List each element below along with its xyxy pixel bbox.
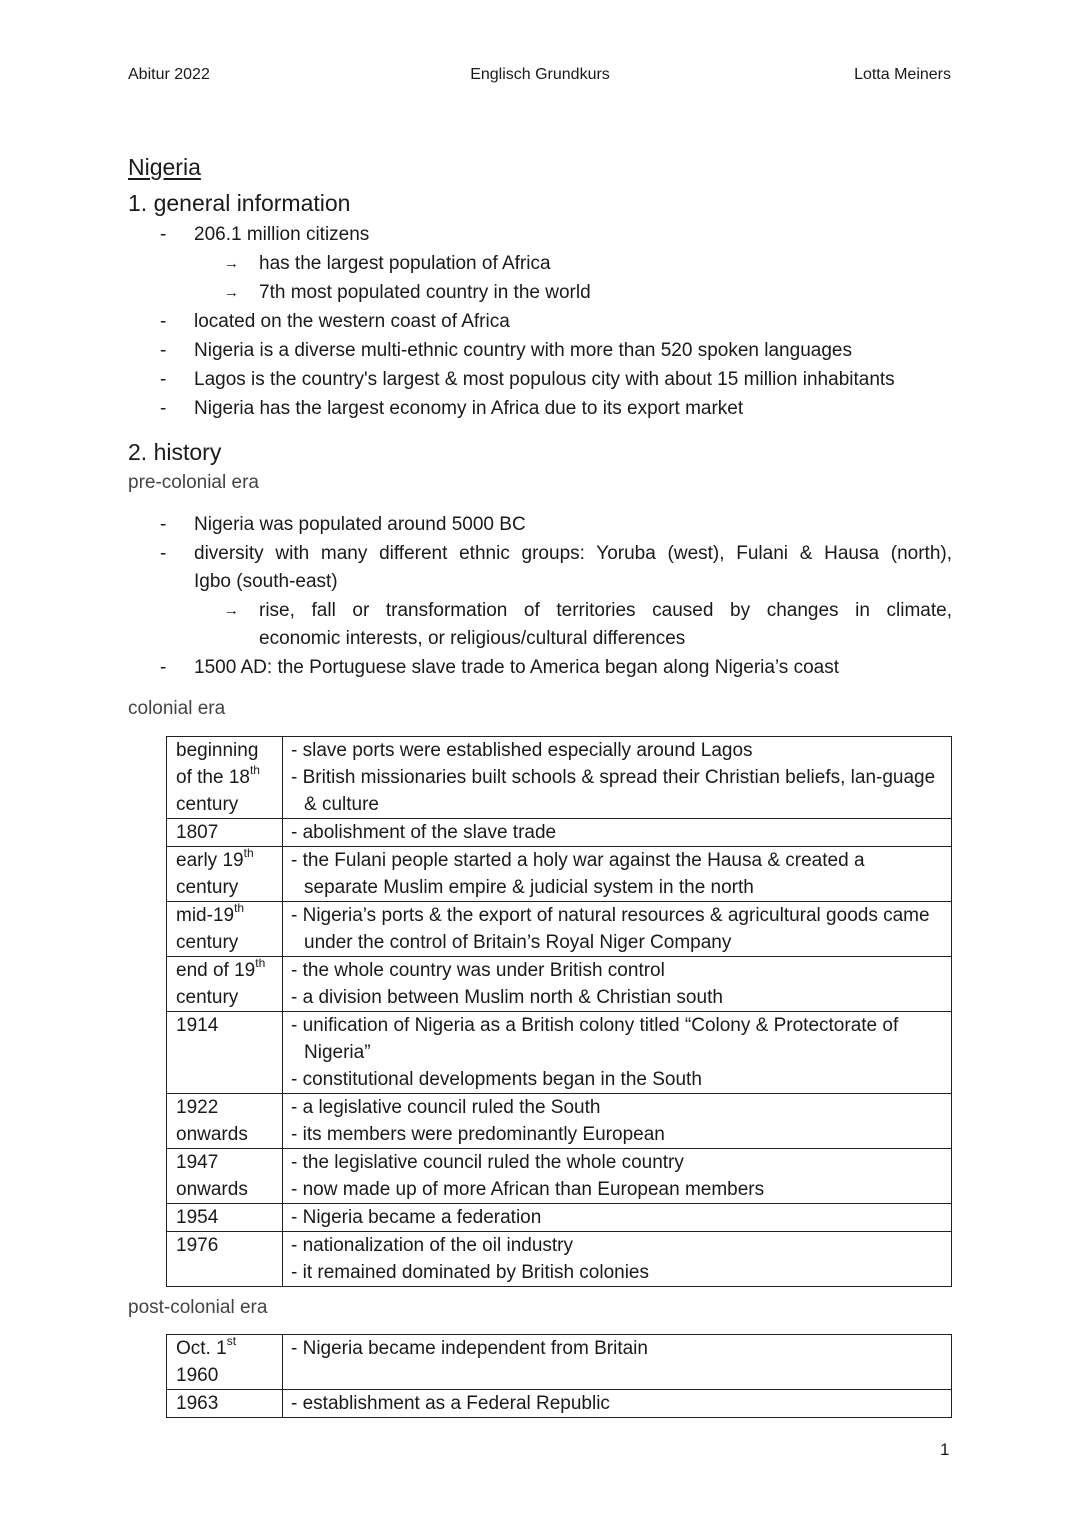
event-cell: - unification of Nigeria as a British colony titled “Colony & Protectorate of Nigeria” - constitutional developments began in the South [283,1012,952,1094]
post-colonial-timeline-table [166,1334,952,1418]
date-cell: 1807 [167,819,283,847]
bullet-text: 1500 AD: the Portuguese slave trade to America began along Nigeria’s coast [194,657,839,678]
date-cell: Oct. 1st 1960 [167,1335,283,1390]
bullet-text: located on the western coast of Africa [194,311,510,332]
bullet-dash: - [160,340,167,361]
date-cell: 1976 [167,1232,283,1287]
page-title: Nigeria [128,154,201,180]
event-cell: - the Fulani people started a holy war against the Hausa & created a separate Muslim empire & judicial system in the north [283,847,952,902]
colonial-timeline-table [166,736,952,1287]
arrow-icon: → [224,255,239,272]
date-cell: mid-19th century [167,902,283,957]
bullet-dash: - [160,398,167,419]
page-number: 1 [940,1440,950,1459]
event-cell: - establishment as a Federal Republic [283,1390,952,1418]
date-cell: 1922 onwards [167,1094,283,1149]
event-cell: - the whole country was under British control - a division between Muslim north & Christian south [283,957,952,1012]
subheading-post-colonial: post-colonial era [128,1297,268,1318]
bullet-dash: - [160,369,167,390]
table-row [167,1335,952,1390]
bullet-text: Nigeria was populated around 5000 BC [194,514,526,535]
bullet-text-cont: Igbo (south-east) [194,571,338,592]
bullet-text: diversity with many different ethnic groups: Yoruba (west), Fulani & Hausa (north), [194,543,952,564]
table-row [167,902,952,957]
table-row [167,1232,952,1287]
table-row [167,1204,952,1232]
table-row [167,847,952,902]
date-cell: beginning of the 18th century [167,737,283,819]
population-text: 206.1 million citizens [194,224,370,245]
bullet-dash: - [160,311,167,332]
event-cell: - abolishment of the slave trade [283,819,952,847]
header-left: Abitur 2022 [128,66,210,83]
section-heading-history: 2. history [128,439,222,465]
event-cell: - Nigeria’s ports & the export of natural resources & agricultural goods came under the control of Britain’s Royal Niger Company [283,902,952,957]
event-cell: - the legislative council ruled the whole country - now made up of more African than European members [283,1149,952,1204]
table-row [167,957,952,1012]
table-row [167,1149,952,1204]
section-heading-general: 1. general information [128,190,351,216]
bullet-text: Lagos is the country's largest & most populous city with about 15 million inhabitants [194,369,895,390]
event-cell: - a legislative council ruled the South - its members were predominantly European [283,1094,952,1149]
date-cell: 1914 [167,1012,283,1094]
date-cell: 1963 [167,1390,283,1418]
bullet-dash: - [160,543,167,564]
bullet-text: Nigeria has the largest economy in Africa due to its export market [194,398,744,419]
arrow-note: rise, fall or transformation of territories caused by changes in climate, [259,600,952,621]
table-row [167,1094,952,1149]
bullet-text: Nigeria is a diverse multi-ethnic country with more than 520 spoken languages [194,340,852,361]
table-row [167,1390,952,1418]
event-cell: - Nigeria became a federation [283,1204,952,1232]
bullet-dash: - [160,657,167,678]
table-row [167,1012,952,1094]
date-cell: end of 19th century [167,957,283,1012]
subheading-pre-colonial: pre-colonial era [128,472,259,493]
event-cell: - nationalization of the oil industry - it remained dominated by British colonies [283,1232,952,1287]
table-row [167,737,952,819]
event-cell: - slave ports were established especially around Lagos - British missionaries built schools & spread their Christian beliefs, lan-guage & culture [283,737,952,819]
date-cell: 1947 onwards [167,1149,283,1204]
header-center: Englisch Grundkurs [470,66,610,83]
header-right: Lotta Meiners [854,66,951,83]
population-note: has the largest population of Africa [259,253,551,274]
population-note: 7th most populated country in the world [259,282,591,303]
bullet-dash: - [160,514,167,535]
arrow-icon: → [224,602,239,619]
date-cell: early 19th century [167,847,283,902]
arrow-note-cont: economic interests, or religious/cultural differences [259,628,686,649]
arrow-icon: → [224,284,239,301]
bullet-dash: - [160,224,167,245]
date-cell: 1954 [167,1204,283,1232]
table-row [167,819,952,847]
subheading-colonial: colonial era [128,698,226,719]
event-cell: - Nigeria became independent from Britain [283,1335,952,1390]
